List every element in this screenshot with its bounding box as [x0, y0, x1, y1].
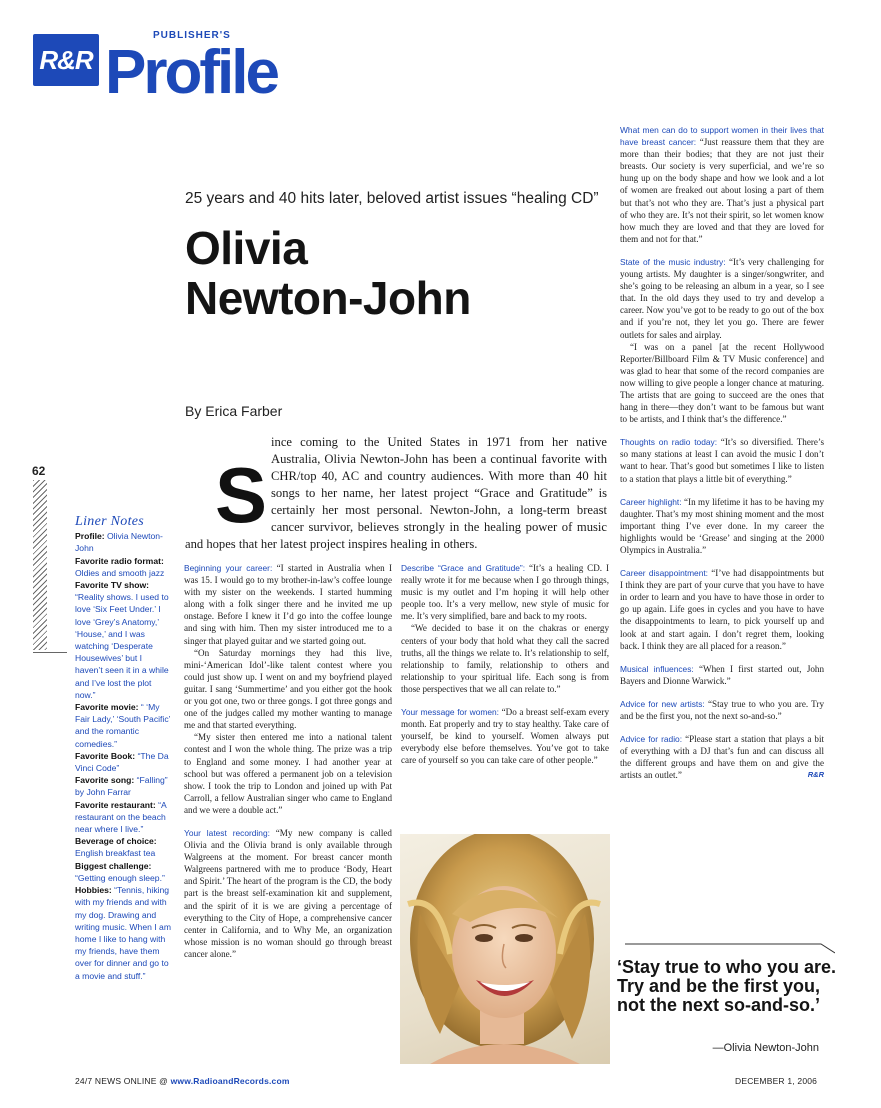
liner-note-value: Olivia Newton-John [75, 531, 163, 554]
byline: By Erica Farber [185, 403, 283, 419]
pull-quote-attribution: —Olivia Newton-John [712, 1042, 819, 1054]
body-paragraph [184, 562, 392, 647]
body-column-3 [620, 124, 824, 782]
liner-note-item [75, 555, 171, 579]
body-column-2 [401, 562, 609, 767]
paragraph-text: “In my lifetime it has to be having my daughter. That’s my most shining moment and the most important thing I’ve ever done. In my career the highlights would be ‘Grease’ and singing at the 2000 Olympics in Australia.” [620, 496, 825, 555]
liner-note-label: Beverage of choice: [75, 836, 157, 847]
paragraph-text: “Just reassure them that they are more than their bodies; that they are not just their breasts. Our society is very superficial, and we’re so hung up on the body shape and how we look and a lot of women are freaked out about losing a part of them but that’s not who they are. That’s just a physical part of who they are. It’s not their spirit, so let women know how much they are loved and that they are loved for them and not for that.” [620, 137, 825, 244]
footer-prefix: 24/7 NEWS ONLINE @ [75, 1076, 169, 1086]
paragraph-text: “It’s very challenging for young artists. My daughter is a singer/songwriter, and she’s going to be releasing an album in a year, so I see that. In the old days they used to try and develop a career. Now you’ve got to be ready to go out of the box and if you’re not, they let you go. There are fewer outlets for sales and airplay. [620, 256, 824, 340]
body-paragraph [620, 436, 824, 484]
body-paragraph [184, 731, 392, 816]
body-paragraph [620, 567, 824, 652]
liner-note-item [75, 799, 171, 836]
quote-rule [625, 940, 835, 954]
paragraph-text: “Stay true to who you are. Try and be the first you, not the next so-and-so.” [620, 698, 824, 722]
pull-quote: ‘Stay true to who you are. Try and be the first you, not the next so-and-so.’ [617, 957, 837, 1015]
liner-note-value: Oldies and smooth jazz [75, 567, 165, 578]
lead-text: ince coming to the United States in 1971 from her native Australia, Olivia Newton-John has been a continual favorite with CHR/top 40, AC and country audiences. With more than 40 hit songs to her name, her latest project “Grace and Gratitude” is certainly her most personal. Newton-John, a long-term breast cancer survivor, believes strongly in the healing power of music and hopes that her latest project inspires healing in others. [185, 435, 607, 551]
paragraph-text: “On Saturday mornings they had this live, mini-‘American Idol’-like talent contest where you could just show up. I went on and my boyfriend played guitar. I sang ‘Summertime’ and you either got the hook or you got one, two or three gongs. I got three gongs and one of the judges called my mother wanting to manage me and that started everything. [184, 647, 392, 731]
body-paragraph [620, 124, 824, 245]
liner-note-label: Favorite movie: [75, 702, 139, 713]
question-label: Your message for women: [401, 707, 499, 718]
artist-photo [400, 834, 610, 1064]
publishers-kicker: PUBLISHER'S [153, 30, 231, 41]
paragraph-text: “Please start a station that plays a bit of everything with a DJ that’s fun and can discuss all the different groups and have them on and give the artists an outlet.” [620, 734, 825, 781]
liner-notes-title: Liner Notes [75, 514, 145, 529]
question-label: Thoughts on radio today: [620, 437, 718, 448]
liner-note-value: “Reality shows. I used to love ‘Six Feet Under.’ I love ‘Grey’s Anatomy,’ ‘House,’ and I was watching ‘Desperate Housewives’ but I haven’t seen it in a while and I’ve lost the plot now.” [75, 592, 169, 700]
end-mark: R&R [807, 770, 824, 780]
hatch-decoration [33, 480, 47, 650]
paragraph-text: “It’s so diversified. There’s so many stations at least I can avoid the music I don’t want to hear. That’s good but sometimes I like to listen to a station that plays a little bit of everything.” [620, 437, 825, 484]
liner-notes [75, 516, 171, 982]
drop-cap: S [215, 451, 268, 539]
liner-note-value: “ ‘My Fair Lady,’ ‘South Pacific’ and the romantic comedies.” [75, 702, 171, 749]
liner-note-item [75, 860, 171, 884]
question-label: Your latest recording: [184, 827, 270, 838]
question-label: Career disappointment: [620, 568, 709, 579]
question-label: State of the music industry: [620, 256, 726, 267]
question-label: Describe “Grace and Gratitude”: [401, 563, 526, 573]
liner-note-value: “The Da Vinci Code” [75, 750, 169, 774]
paragraph-text: “My sister then entered me into a national talent contest and I won the whole thing. The prize was a trip to England and some money. I had another year at school but was offered a permanent job on a television show. I took the trip to London and joined up with Pat Carroll, a fellow Australian singer who came to England and we were a double act.” [184, 732, 392, 815]
body-paragraph [620, 256, 824, 341]
footer-left [75, 1076, 290, 1086]
paragraph-text: “We decided to base it on the chakras or energy centers of your body that hold what they call the sacred truths, all the things we relate to. It’s relationship to self, relationship to family, relationship to others and relationship to your spiritual life. Each song is from those perspectives that we all can relate to.” [401, 623, 609, 694]
question-label: Beginning your career: [184, 563, 273, 573]
liner-note-item [75, 835, 171, 859]
question-label: Advice for radio: [620, 734, 683, 745]
question-label: Advice for new artists: [620, 698, 705, 709]
body-column-1 [184, 562, 392, 960]
liner-note-item [75, 884, 171, 982]
question-label: What men can do to support women in their lives that have breast cancer: [620, 125, 824, 148]
paragraph-text: “I started in Australia when I was 15. I would go to my brother-in-law’s coffee lounge with my sister on the weekends. I started humming along with a folk singer there and he invited me up onstage. Before I knew it I’d go into the coffee lounge and sing with him. Then my sister introduced me to a singer that played guitar and we started going out. [184, 563, 392, 646]
liner-note-label: Favorite song: [75, 775, 135, 786]
body-paragraph [184, 827, 392, 960]
body-paragraph [401, 622, 609, 695]
liner-note-label: Favorite Book: [75, 750, 136, 761]
liner-note-label: Biggest challenge: [75, 860, 152, 871]
liner-note-item [75, 750, 171, 774]
liner-note-item [75, 530, 171, 554]
liner-note-label: Hobbies: [75, 885, 112, 896]
body-paragraph [620, 698, 824, 722]
liner-note-value: English breakfast tea [75, 848, 156, 859]
headline [185, 223, 605, 323]
lead-paragraph [185, 434, 607, 553]
body-paragraph [401, 562, 609, 622]
paragraph-text: “It’s a healing CD. I really wrote it for me because when I go through things, music is my outlet and I’m hoping it will help other people too. It’s a very mellow, new style of music for me. It’s very simplified, bare and back to my roots. [401, 563, 609, 622]
liner-note-item [75, 774, 171, 798]
masthead [33, 30, 343, 107]
liner-note-item [75, 579, 171, 701]
footer-url-link[interactable]: www.RadioandRecords.com [170, 1076, 290, 1086]
rr-logo: R&R [33, 34, 99, 86]
footer-date: DECEMBER 1, 2006 [735, 1076, 818, 1086]
paragraph-text: “I’ve had disappointments but I think they are part of your curve that you have to have in order to learn and you have to have those in order to go up again. Life goes in cycles and you have to have the disappointments to learn, to pick yourself up and look at and start again. I don’t regret them, looking back. I think they are all placed for a reason.” [620, 568, 824, 651]
body-paragraph [401, 706, 609, 766]
liner-notes-list [75, 530, 171, 982]
headline-line: Newton-John [185, 272, 471, 324]
question-label: Musical influences: [620, 663, 694, 674]
page-number: 62 [32, 464, 46, 478]
body-paragraph [620, 663, 824, 687]
paragraph-text: “My new company is called Olivia and the Olivia brand is only available through Walgreens at the moment. For breast cancer month Walgreens partnered with me to produce ‘Body, Heart and Spirit.’ The heart of the program is the CD, the body part is the breast self-examination kit and supplement, and the spirit of it is we are giving a percentage of everything to the City of Hope, a comprehensive cancer center in California, and to Why Me, an organization whose mission is no woman should go through breast cancer alone.” [184, 827, 392, 959]
headline-line: Olivia [185, 222, 308, 274]
liner-note-value: “A restaurant on the beach near where I live.” [75, 799, 167, 835]
body-paragraph [620, 733, 824, 781]
sidebar-rule [33, 652, 67, 653]
liner-note-value: “Getting enough sleep.” [75, 872, 165, 883]
question-label: Career highlight: [620, 496, 682, 507]
liner-note-item [75, 701, 171, 750]
liner-note-label: Favorite radio format: [75, 555, 164, 566]
liner-note-value: “Falling” by John Farrar [75, 775, 168, 798]
paragraph-text: “Do a breast self-exam every month. Eat properly and try to stay healthy. Take care of yourself, be kind to yourself. Women always put everybody else before themselves. You’ve got to take care of yourself so you can take care of other people.” [401, 707, 609, 766]
body-paragraph [184, 647, 392, 732]
paragraph-text: “I was on a panel [at the recent Hollywood Reporter/Billboard Film & TV Music conference] and was glad to hear that some of the record companies are now willing to give people a longer chance at maturing. The artists that are going to succeed are the ones that hang in there—they don’t want to be famous but want to be artists, and I think that’s the difference.” [620, 341, 824, 425]
paragraph-text: “When I first started out, John Bayers and Dionne Warwick.” [620, 663, 824, 686]
liner-note-label: Profile: [75, 531, 105, 542]
liner-note-label: Favorite TV show: [75, 580, 150, 591]
body-paragraph [620, 496, 824, 556]
liner-note-value: “Tennis, hiking with my friends and with my dog. Drawing and writing music. When I am home I like to hang with my friends, have them over for dinner and go to a movie and stuff.” [75, 885, 171, 981]
liner-note-label: Favorite restaurant: [75, 799, 156, 810]
section-title: Profile [105, 38, 277, 107]
deck: 25 years and 40 hits later, beloved artist issues “healing CD” [185, 190, 599, 207]
body-paragraph [620, 341, 824, 426]
